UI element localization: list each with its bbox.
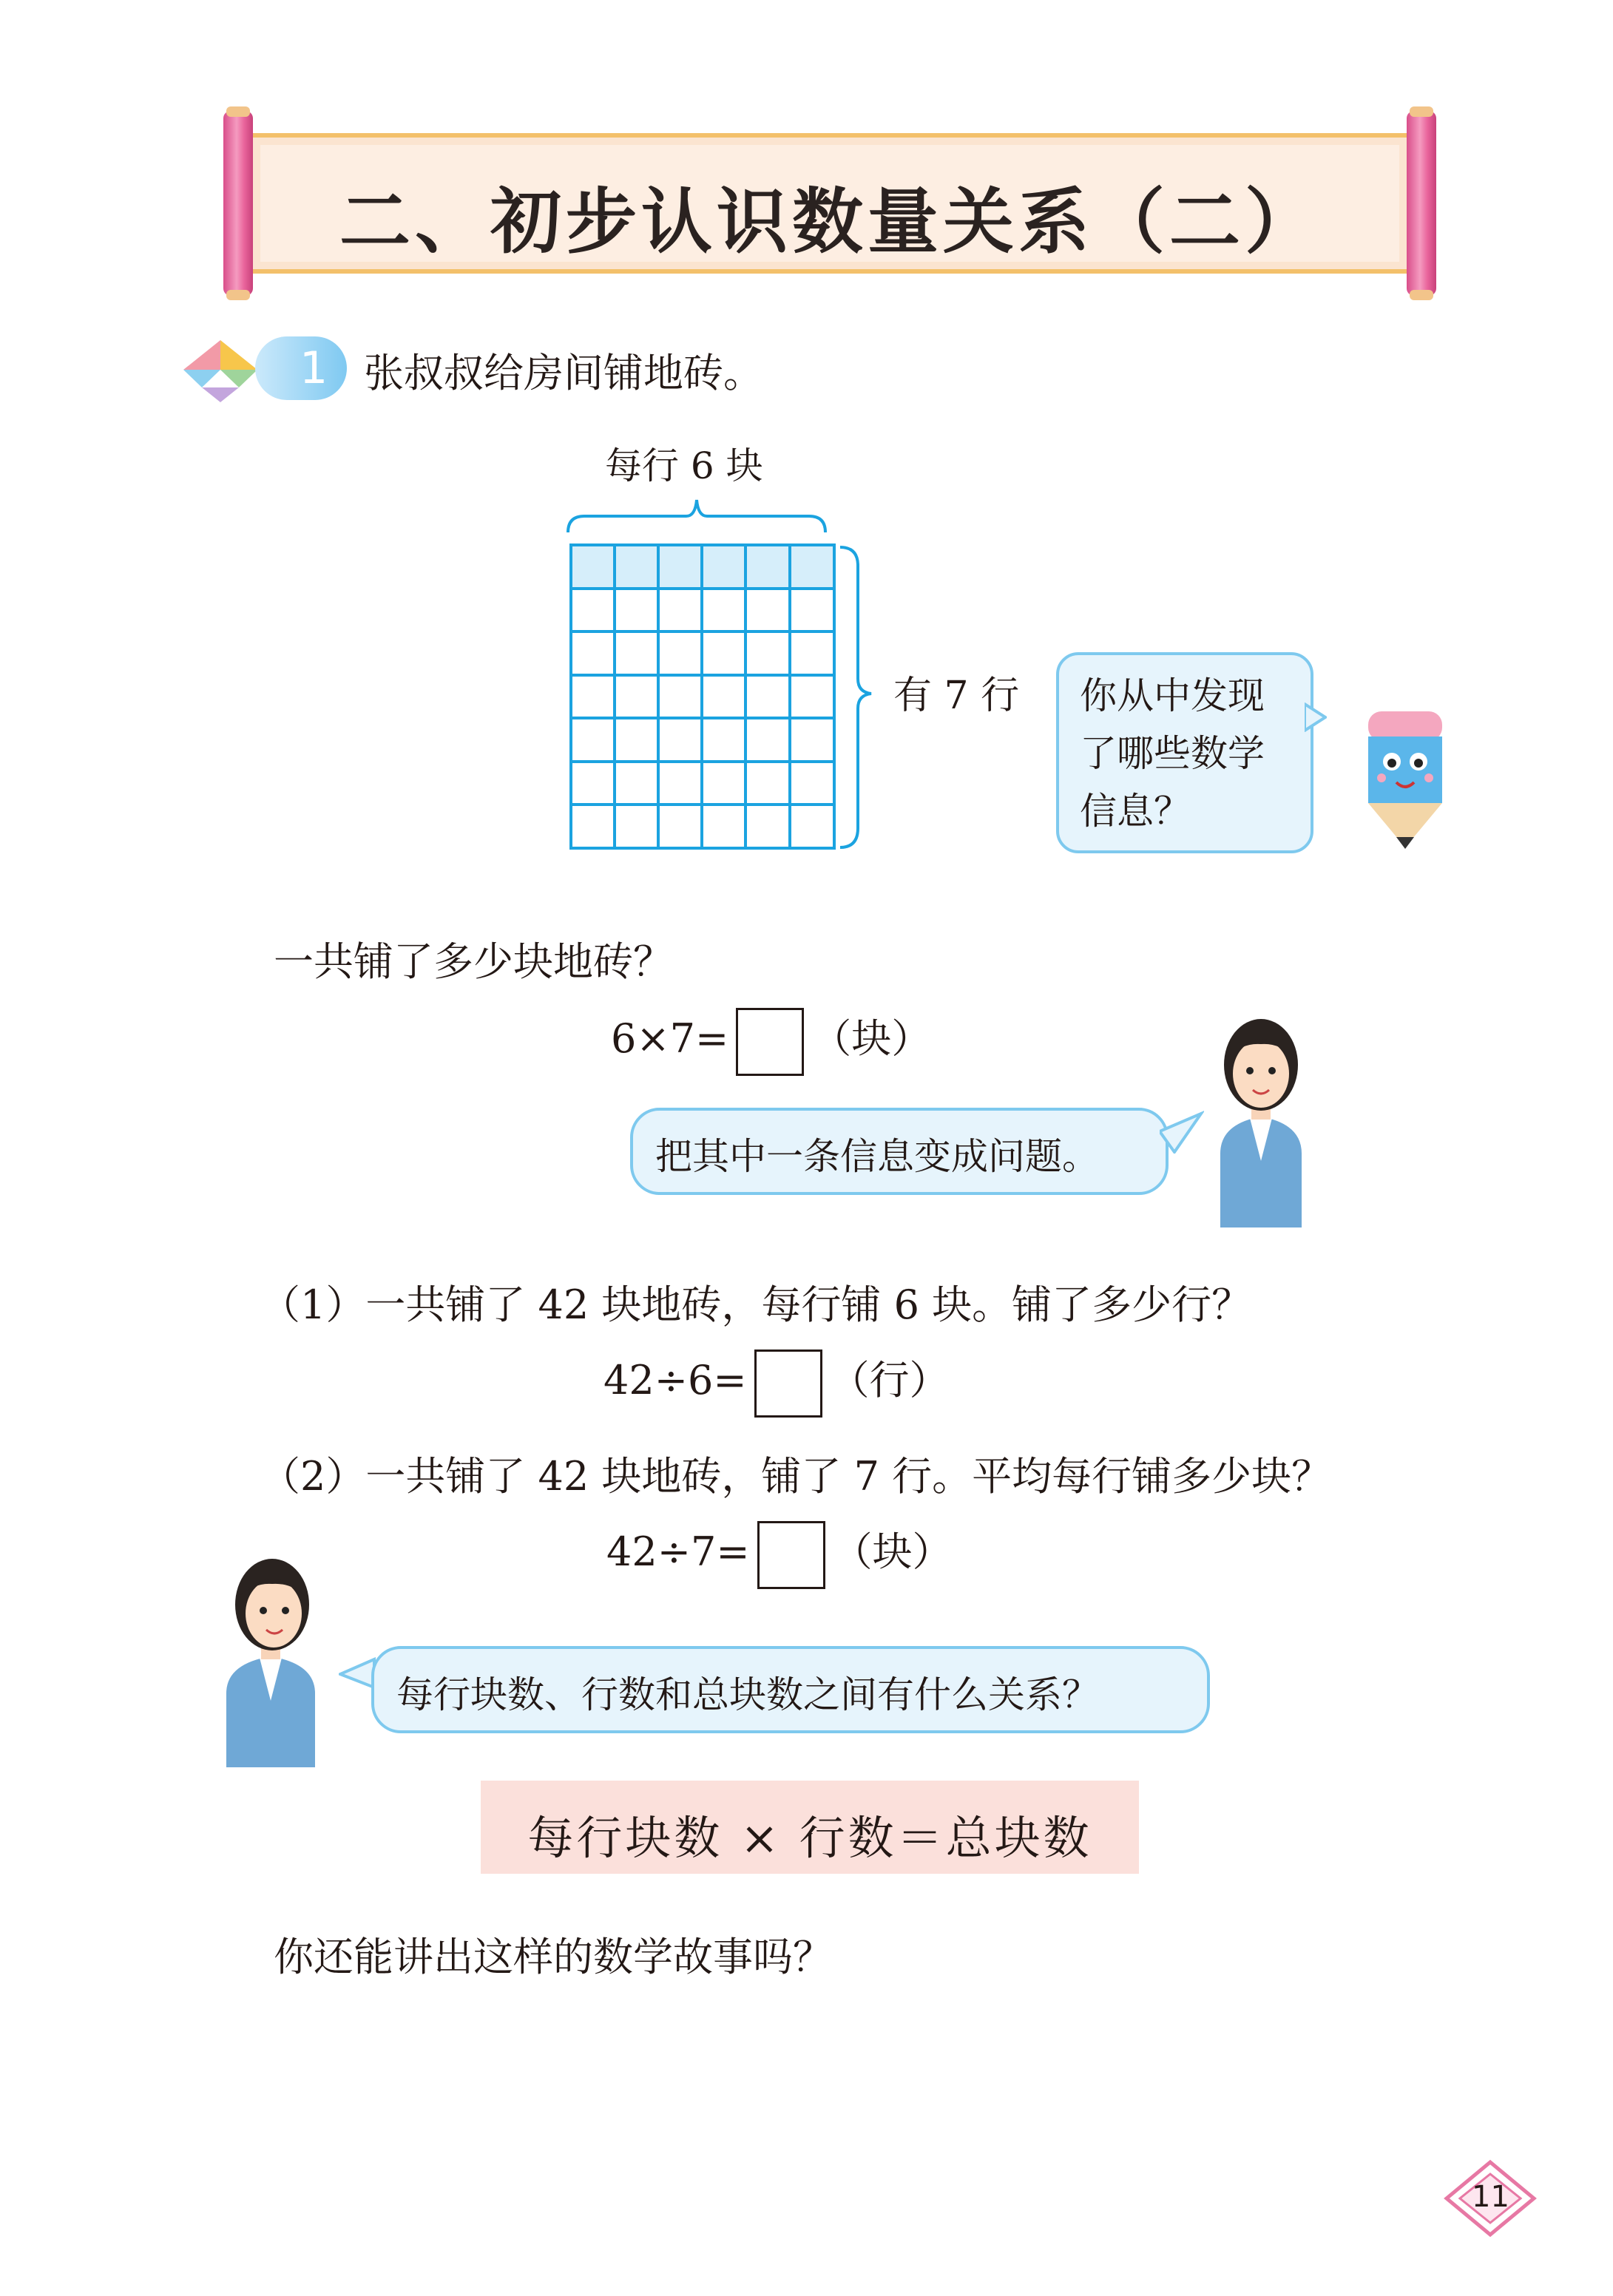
bubble-tail (339, 1655, 376, 1692)
teacher-bubble-2-text: 每行块数、行数和总块数之间有什么关系？ (396, 1673, 1099, 1716)
pencil-bubble-line-1: 你从中发现 (1080, 674, 1265, 717)
example-heading: 张叔叔给房间铺地砖。 (364, 350, 763, 396)
page-title: 二、初步认识数量关系（二） (339, 180, 1320, 263)
answer-box-total[interactable] (736, 1008, 804, 1076)
page-number: 11 (1472, 2180, 1509, 2214)
equation-total-lhs: 6×7= (611, 1015, 729, 1062)
right-brace (840, 547, 871, 847)
closing-question: 你还能讲出这样的数学故事吗？ (274, 1934, 833, 1980)
equation-total (611, 1007, 931, 1076)
equation-1 (603, 1349, 950, 1418)
bubble-tail (1305, 702, 1327, 732)
teacher-speech-bubble-1 (630, 1108, 1169, 1195)
top-brace (568, 500, 825, 532)
teacher-figure-icon (219, 1545, 345, 1767)
pencil-character-icon (1346, 702, 1464, 858)
teacher-speech-bubble-2 (371, 1646, 1210, 1733)
relation-formula-box (481, 1781, 1139, 1874)
equation-2-lhs: 42÷7= (606, 1528, 750, 1575)
equation-total-unit: （块） (811, 1015, 932, 1062)
pencil-bubble-line-3: 信息？ (1080, 790, 1191, 833)
bubble-tail (1160, 1109, 1204, 1154)
equation-2-unit: （块） (832, 1528, 953, 1575)
title-banner (223, 111, 1436, 296)
equation-2 (606, 1520, 953, 1589)
question-2: （2）一共铺了 42 块地砖，铺了 7 行。平均每行铺多少块？ (260, 1453, 1332, 1500)
example-number-badge (255, 336, 347, 400)
question-1: （1）一共铺了 42 块地砖，每行铺 6 块。铺了多少行？ (260, 1281, 1252, 1328)
tangram-icon (176, 334, 265, 405)
answer-box-1[interactable] (754, 1350, 822, 1418)
per-row-label: 每行 6 块 (605, 444, 763, 487)
teacher-figure-icon (1198, 1006, 1324, 1227)
tile-grid (571, 545, 834, 848)
equation-1-lhs: 42÷6= (603, 1357, 747, 1403)
question-total: 一共铺了多少块地砖？ (274, 938, 673, 985)
pencil-speech-bubble (1056, 652, 1313, 853)
equation-1-unit: （行） (829, 1357, 950, 1403)
tile-grid-figure (562, 495, 887, 865)
pencil-bubble-line-2: 了哪些数学 (1080, 732, 1265, 775)
example-number: 1 (300, 342, 328, 394)
teacher-bubble-1-text: 把其中一条信息变成问题。 (655, 1135, 1099, 1178)
relation-formula: 每行块数 × 行数＝总块数 (527, 1811, 1092, 1865)
answer-box-2[interactable] (757, 1521, 825, 1589)
rows-label: 有 7 行 (893, 674, 1020, 718)
